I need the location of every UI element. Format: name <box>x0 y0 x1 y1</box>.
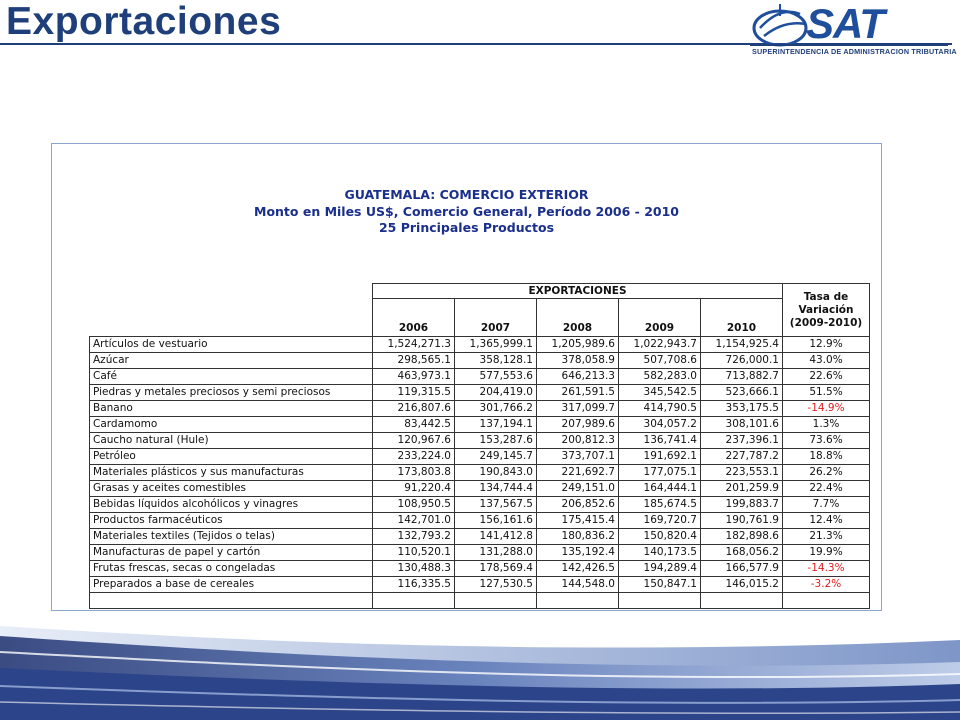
value-cell: 191,692.1 <box>619 449 701 465</box>
value-cell: 1,365,999.1 <box>455 337 537 353</box>
value-cell: 582,283.0 <box>619 369 701 385</box>
rate-cell: 22.6% <box>783 369 870 385</box>
value-cell: 463,973.1 <box>373 369 455 385</box>
rate-cell: -14.9% <box>783 401 870 417</box>
value-cell: 204,419.0 <box>455 385 537 401</box>
value-cell: 378,058.9 <box>537 353 619 369</box>
product-name: Grasas y aceites comestibles <box>90 481 373 497</box>
value-cell: 131,288.0 <box>455 545 537 561</box>
value-cell: 353,175.5 <box>701 401 783 417</box>
table-row <box>90 465 870 481</box>
value-cell: 141,412.8 <box>455 529 537 545</box>
value-cell: 249,151.0 <box>537 481 619 497</box>
value-cell: 180,836.2 <box>537 529 619 545</box>
value-cell: 249,145.7 <box>455 449 537 465</box>
value-cell: 119,315.5 <box>373 385 455 401</box>
value-cell: 577,553.6 <box>455 369 537 385</box>
product-name: Productos farmacéuticos <box>90 513 373 529</box>
value-cell: 144,548.0 <box>537 577 619 593</box>
empty-cell <box>701 593 783 609</box>
value-cell: 200,812.3 <box>537 433 619 449</box>
value-cell: 523,666.1 <box>701 385 783 401</box>
value-cell: 146,015.2 <box>701 577 783 593</box>
empty-cell <box>537 593 619 609</box>
product-name: Caucho natural (Hule) <box>90 433 373 449</box>
value-cell: 91,220.4 <box>373 481 455 497</box>
rate-cell: 73.6% <box>783 433 870 449</box>
value-cell: 153,287.6 <box>455 433 537 449</box>
empty-cell <box>455 593 537 609</box>
value-cell: 358,128.1 <box>455 353 537 369</box>
rate-cell: -14.3% <box>783 561 870 577</box>
value-cell: 132,793.2 <box>373 529 455 545</box>
rate-cell: 43.0% <box>783 353 870 369</box>
product-name: Piedras y metales preciosos y semi preciosos <box>90 385 373 401</box>
rate-cell: 26.2% <box>783 465 870 481</box>
value-cell: 206,852.6 <box>537 497 619 513</box>
table-row <box>90 417 870 433</box>
product-name: Materiales textiles (Tejidos o telas) <box>90 529 373 545</box>
table-row <box>90 513 870 529</box>
value-cell: 261,591.5 <box>537 385 619 401</box>
rate-cell: 22.4% <box>783 481 870 497</box>
empty-header-cell <box>90 299 373 337</box>
rate-cell: 12.9% <box>783 337 870 353</box>
value-cell: 169,720.7 <box>619 513 701 529</box>
table-row <box>90 433 870 449</box>
value-cell: 317,099.7 <box>537 401 619 417</box>
value-cell: 190,843.0 <box>455 465 537 481</box>
product-name: Frutas frescas, secas o congeladas <box>90 561 373 577</box>
empty-corner-cell <box>90 284 373 299</box>
value-cell: 185,674.5 <box>619 497 701 513</box>
product-name: Preparados a base de cereales <box>90 577 373 593</box>
value-cell: 414,790.5 <box>619 401 701 417</box>
table-row <box>90 385 870 401</box>
value-cell: 190,761.9 <box>701 513 783 529</box>
value-cell: 150,820.4 <box>619 529 701 545</box>
rate-cell: 21.3% <box>783 529 870 545</box>
value-cell: 237,396.1 <box>701 433 783 449</box>
value-cell: 134,744.4 <box>455 481 537 497</box>
table-row <box>90 481 870 497</box>
product-name: Azúcar <box>90 353 373 369</box>
value-cell: 135,192.4 <box>537 545 619 561</box>
value-cell: 216,807.6 <box>373 401 455 417</box>
product-name: Café <box>90 369 373 385</box>
value-cell: 137,194.1 <box>455 417 537 433</box>
value-cell: 137,567.5 <box>455 497 537 513</box>
value-cell: 345,542.5 <box>619 385 701 401</box>
table-row <box>90 545 870 561</box>
empty-cell <box>783 593 870 609</box>
rate-header-line3: (2009-2010) <box>789 316 863 329</box>
value-cell: 373,707.1 <box>537 449 619 465</box>
rate-cell: -3.2% <box>783 577 870 593</box>
rate-cell: 19.9% <box>783 545 870 561</box>
value-cell: 150,847.1 <box>619 577 701 593</box>
slide-title: Exportaciones <box>6 0 282 43</box>
table-row <box>90 561 870 577</box>
value-cell: 166,577.9 <box>701 561 783 577</box>
product-name: Manufacturas de papel y cartón <box>90 545 373 561</box>
rate-header <box>783 284 870 337</box>
value-cell: 164,444.1 <box>619 481 701 497</box>
table-row <box>90 449 870 465</box>
table-row <box>90 369 870 385</box>
value-cell: 304,057.2 <box>619 417 701 433</box>
value-cell: 301,766.2 <box>455 401 537 417</box>
logo-subtitle: SUPERINTENDENCIA DE ADMINISTRACION TRIBUTARIA <box>752 47 957 56</box>
value-cell: 713,882.7 <box>701 369 783 385</box>
product-name: Artículos de vestuario <box>90 337 373 353</box>
value-cell: 173,803.8 <box>373 465 455 481</box>
value-cell: 178,569.4 <box>455 561 537 577</box>
value-cell: 177,075.1 <box>619 465 701 481</box>
rate-cell: 1.3% <box>783 417 870 433</box>
year-header: 2010 <box>701 299 783 337</box>
table-row <box>90 337 870 353</box>
table-row <box>90 497 870 513</box>
year-header: 2008 <box>537 299 619 337</box>
value-cell: 127,530.5 <box>455 577 537 593</box>
value-cell: 1,524,271.3 <box>373 337 455 353</box>
rate-cell: 7.7% <box>783 497 870 513</box>
value-cell: 726,000.1 <box>701 353 783 369</box>
value-cell: 1,154,925.4 <box>701 337 783 353</box>
value-cell: 1,205,989.6 <box>537 337 619 353</box>
product-name: Banano <box>90 401 373 417</box>
decorative-waves <box>0 612 960 720</box>
value-cell: 108,950.5 <box>373 497 455 513</box>
table-heading-line2: Monto en Miles US$, Comercio General, Período 2006 - 2010 <box>254 204 679 219</box>
value-cell: 140,173.5 <box>619 545 701 561</box>
value-cell: 199,883.7 <box>701 497 783 513</box>
rate-cell: 12.4% <box>783 513 870 529</box>
rate-header-line2: Variación <box>798 303 854 316</box>
table-heading-line1: GUATEMALA: COMERCIO EXTERIOR <box>344 187 589 202</box>
value-cell: 194,289.4 <box>619 561 701 577</box>
value-cell: 83,442.5 <box>373 417 455 433</box>
value-cell: 136,741.4 <box>619 433 701 449</box>
value-cell: 221,692.7 <box>537 465 619 481</box>
value-cell: 223,553.1 <box>701 465 783 481</box>
table-row <box>90 353 870 369</box>
product-name: Petróleo <box>90 449 373 465</box>
value-cell: 130,488.3 <box>373 561 455 577</box>
logo-wordmark: SAT <box>806 0 884 47</box>
value-cell: 110,520.1 <box>373 545 455 561</box>
value-cell: 142,701.0 <box>373 513 455 529</box>
product-name: Cardamomo <box>90 417 373 433</box>
rate-cell: 18.8% <box>783 449 870 465</box>
table-row <box>90 529 870 545</box>
table-heading-line3: 25 Principales Productos <box>378 220 555 235</box>
value-cell: 142,426.5 <box>537 561 619 577</box>
value-cell: 116,335.5 <box>373 577 455 593</box>
table-row <box>90 401 870 417</box>
exports-table <box>89 283 870 609</box>
value-cell: 207,989.6 <box>537 417 619 433</box>
rate-cell: 51.5% <box>783 385 870 401</box>
empty-cell <box>619 593 701 609</box>
value-cell: 227,787.2 <box>701 449 783 465</box>
value-cell: 1,022,943.7 <box>619 337 701 353</box>
rate-header-line1: Tasa de <box>803 290 849 303</box>
empty-cell <box>90 593 373 609</box>
empty-row <box>90 593 870 609</box>
year-header: 2007 <box>455 299 537 337</box>
value-cell: 646,213.3 <box>537 369 619 385</box>
value-cell: 308,101.6 <box>701 417 783 433</box>
product-name: Materiales plásticos y sus manufacturas <box>90 465 373 481</box>
value-cell: 175,415.4 <box>537 513 619 529</box>
value-cell: 201,259.9 <box>701 481 783 497</box>
value-cell: 507,708.6 <box>619 353 701 369</box>
empty-cell <box>373 593 455 609</box>
year-header: 2006 <box>373 299 455 337</box>
value-cell: 168,056.2 <box>701 545 783 561</box>
value-cell: 156,161.6 <box>455 513 537 529</box>
value-cell: 182,898.6 <box>701 529 783 545</box>
year-header: 2009 <box>619 299 701 337</box>
group-header: EXPORTACIONES <box>373 284 783 299</box>
value-cell: 233,224.0 <box>373 449 455 465</box>
value-cell: 298,565.1 <box>373 353 455 369</box>
table-row <box>90 577 870 593</box>
product-name: Bebidas líquidos alcohólicos y vinagres <box>90 497 373 513</box>
value-cell: 120,967.6 <box>373 433 455 449</box>
